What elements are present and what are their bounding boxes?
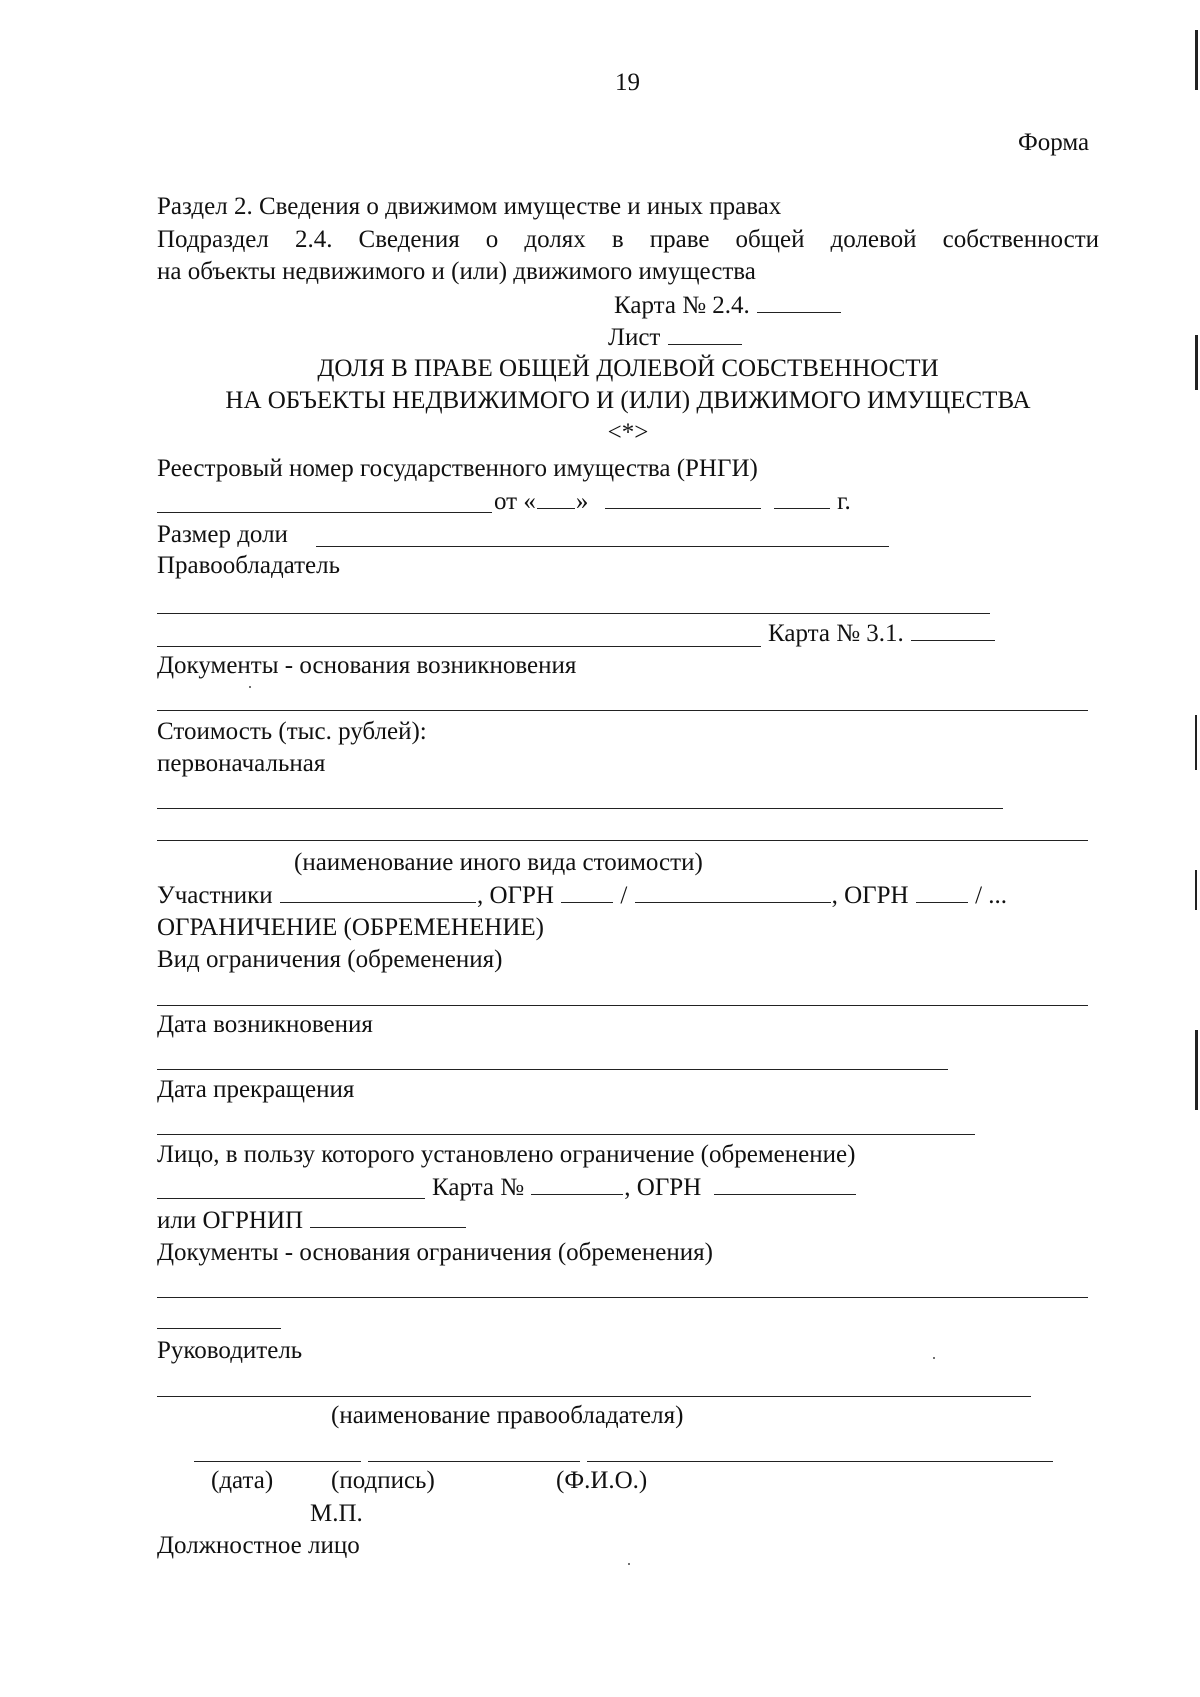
date-termination-field[interactable] bbox=[157, 1134, 975, 1135]
holder-name-field[interactable] bbox=[157, 1396, 1031, 1397]
ogrnip-field[interactable] bbox=[310, 1205, 466, 1228]
registry-number-label: Реестровый номер государственного имущества (РНГИ) bbox=[157, 455, 758, 482]
date-from-text: от « bbox=[494, 488, 536, 515]
card-3-1-field[interactable] bbox=[911, 618, 995, 641]
section-line: Раздел 2. Сведения о движимом имуществе и иных правах bbox=[157, 193, 782, 220]
card-number-field[interactable] bbox=[757, 290, 841, 313]
sig-date-field[interactable] bbox=[194, 1461, 361, 1462]
ogrn-2-field[interactable] bbox=[916, 880, 968, 903]
scan-edge-mark-1 bbox=[1195, 30, 1198, 90]
subsection-line-1: Подраздел 2.4. Сведения о долях в праве общей долевой собственности bbox=[157, 226, 1099, 253]
beneficiary-card-row bbox=[432, 1172, 857, 1203]
sig-date-caption: (дата) bbox=[211, 1467, 274, 1494]
head-label: Руководитель bbox=[157, 1337, 303, 1364]
other-cost-caption: (наименование иного вида стоимости) bbox=[294, 849, 703, 876]
beneficiary-card-text: Карта № bbox=[432, 1174, 525, 1201]
ogrn-1-field[interactable] bbox=[561, 880, 613, 903]
ogrnip-row bbox=[157, 1205, 467, 1236]
card-number-text: Карта № 2.4. bbox=[614, 292, 750, 319]
ogrn-label-1: , ОГРН bbox=[476, 882, 554, 909]
sheet-text: Лист bbox=[608, 324, 661, 351]
subsection-line-2: на объекты недвижимого и (или) движимого имущества bbox=[157, 258, 756, 285]
doc-title-line-2: НА ОБЪЕКТЫ НЕДВИЖИМОГО И (ИЛИ) ДВИЖИМОГО ИМУЩЕСТВА bbox=[225, 387, 1031, 414]
docs-origin-label: Документы - основания возникновения bbox=[157, 652, 577, 679]
scan-edge-mark-2 bbox=[1195, 335, 1198, 390]
participants-row bbox=[157, 880, 1007, 911]
date-day-field[interactable] bbox=[537, 486, 575, 509]
other-cost-field[interactable] bbox=[157, 840, 1088, 841]
date-from-label bbox=[494, 486, 851, 517]
right-holder-field-2[interactable] bbox=[157, 646, 761, 647]
scan-edge-mark-4 bbox=[1195, 870, 1197, 910]
restriction-header: ОГРАНИЧЕНИЕ (ОБРЕМЕНЕНИЕ) bbox=[157, 914, 544, 941]
right-holder-label: Правообладатель bbox=[157, 552, 341, 579]
scan-speck-2 bbox=[933, 1357, 935, 1359]
card-number-label bbox=[614, 290, 842, 321]
cost-initial-label: первоначальная bbox=[157, 750, 326, 777]
card-3-1-label bbox=[768, 618, 996, 649]
ogrnip-label: или ОГРНИП bbox=[157, 1207, 304, 1234]
year-suffix: г. bbox=[837, 488, 851, 515]
sig-name-caption: (Ф.И.О.) bbox=[556, 1467, 648, 1494]
sig-signature-caption: (подпись) bbox=[331, 1467, 435, 1494]
docs-restriction-label: Документы - основания ограничения (обременения) bbox=[157, 1239, 713, 1266]
right-holder-field-1[interactable] bbox=[157, 613, 990, 614]
restriction-type-label: Вид ограничения (обременения) bbox=[157, 946, 503, 973]
sig-name-field[interactable] bbox=[587, 1461, 1053, 1462]
scan-speck-3 bbox=[628, 1563, 630, 1565]
share-size-field[interactable] bbox=[316, 546, 889, 547]
slash-separator: / bbox=[620, 882, 628, 909]
date-termination-label: Дата прекращения bbox=[157, 1076, 355, 1103]
beneficiary-ogrn-label: , ОГРН bbox=[624, 1174, 702, 1201]
holder-name-caption: (наименование правообладателя) bbox=[331, 1402, 684, 1429]
sheet-field[interactable] bbox=[668, 322, 742, 345]
docs-origin-field[interactable] bbox=[157, 710, 1088, 711]
sig-signature-field[interactable] bbox=[368, 1461, 580, 1462]
participant-2-field[interactable] bbox=[635, 880, 831, 903]
cost-initial-field[interactable] bbox=[157, 808, 1003, 809]
participant-1-field[interactable] bbox=[280, 880, 476, 903]
stamp-label: М.П. bbox=[310, 1500, 363, 1527]
official-label: Должностное лицо bbox=[157, 1532, 360, 1559]
footnote-separator bbox=[157, 1328, 281, 1329]
scan-edge-mark-3 bbox=[1195, 715, 1197, 770]
participants-label: Участники bbox=[157, 882, 273, 909]
scan-speck-1 bbox=[249, 686, 251, 688]
ogrn-label-2: , ОГРН bbox=[831, 882, 909, 909]
footnote-mark: <*> bbox=[607, 419, 649, 446]
registry-number-field[interactable] bbox=[157, 512, 492, 513]
date-origin-label: Дата возникновения bbox=[157, 1011, 373, 1038]
scan-edge-mark-5 bbox=[1195, 1030, 1198, 1110]
cost-header: Стоимость (тыс. рублей): bbox=[157, 718, 427, 745]
date-month-field[interactable] bbox=[605, 486, 761, 509]
beneficiary-label: Лицо, в пользу которого установлено ограничение (обременение) bbox=[157, 1141, 856, 1168]
form-label: Форма bbox=[1018, 129, 1090, 156]
doc-title-line-1: ДОЛЯ В ПРАВЕ ОБЩЕЙ ДОЛЕВОЙ СОБСТВЕННОСТИ bbox=[317, 355, 939, 382]
beneficiary-field[interactable] bbox=[157, 1198, 425, 1199]
page-number: 19 bbox=[615, 69, 640, 96]
sheet-label bbox=[608, 322, 743, 353]
beneficiary-card-field[interactable] bbox=[531, 1172, 623, 1195]
date-origin-field[interactable] bbox=[157, 1069, 948, 1070]
restriction-type-field[interactable] bbox=[157, 1005, 1088, 1006]
date-year-field[interactable] bbox=[774, 486, 830, 509]
card-3-1-text: Карта № 3.1. bbox=[768, 620, 904, 647]
share-size-label: Размер доли bbox=[157, 521, 288, 548]
beneficiary-ogrn-field[interactable] bbox=[714, 1172, 856, 1195]
slash-ellipsis: / ... bbox=[975, 882, 1008, 909]
docs-restriction-field[interactable] bbox=[157, 1297, 1088, 1298]
date-quote-close: » bbox=[575, 488, 589, 515]
